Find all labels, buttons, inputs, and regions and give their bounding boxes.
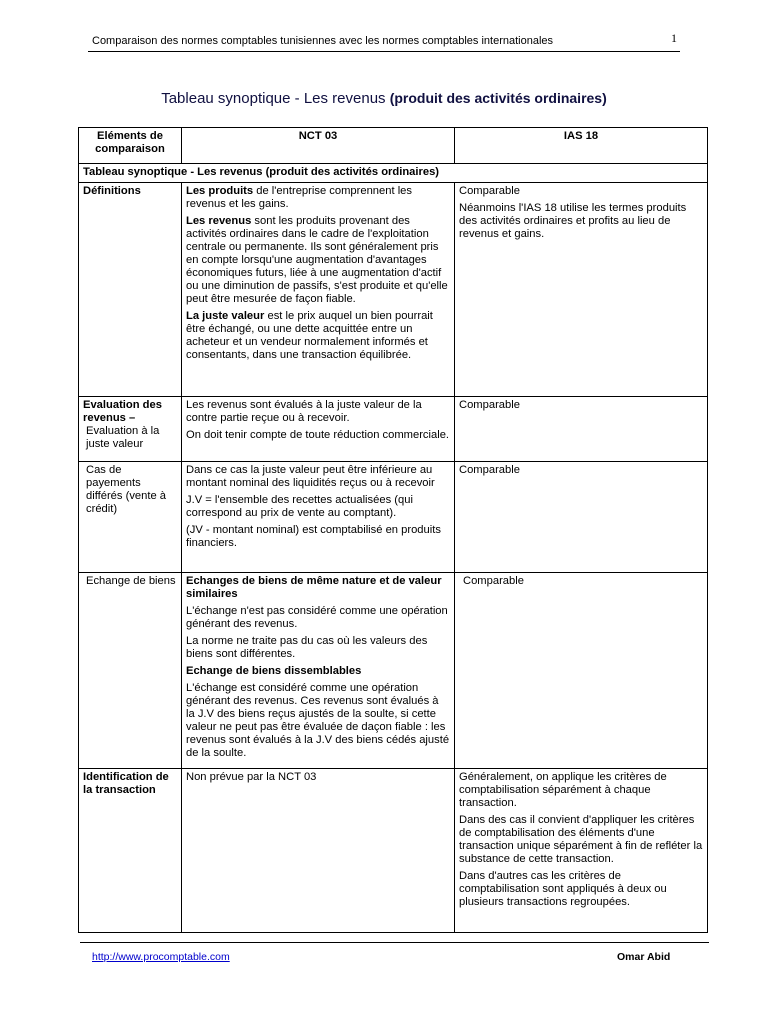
table-row bbox=[79, 769, 708, 933]
ias-definitions-cell bbox=[455, 183, 708, 397]
document-title bbox=[0, 90, 768, 107]
table-row bbox=[79, 183, 708, 397]
evaluation-label: Evaluation des revenus – bbox=[83, 399, 162, 424]
definition-juste-valeur: est le prix auquel un bien pourrait être échangé, ou une dette acquittée entre un acheteur et un vendeur normalement informés et consentants, dans une transaction équilibrée. bbox=[186, 310, 433, 361]
title-main: Tableau synoptique - Les revenus bbox=[161, 90, 390, 107]
nct-echange-p2: La norme ne traite pas du cas où les valeurs des biens sont différentes. bbox=[186, 635, 428, 660]
nct-differes-p1: Dans ce cas la juste valeur peut être inférieure au montant nominal des liquidités reçus ou à recevoir bbox=[186, 464, 435, 489]
nct-identification-cell: Non prévue par la NCT 03 bbox=[182, 769, 455, 933]
ias-definitions-status: Comparable bbox=[459, 185, 520, 197]
ias-evaluation-cell: Comparable bbox=[455, 397, 708, 462]
ias-echange-cell: Comparable bbox=[455, 573, 708, 769]
definition-revenus: sont les produits provenant des activités ordinaires dans le cadre de l'exploitation centrale ou permanente. Ils sont généralement pris en compte lorsqu'une augmentation d'avantages économiques futurs, liée à une augmentation d'actif ou une diminution de passifs, s'est produite et qu'elle peut être mesurée de façon fiable. bbox=[186, 215, 448, 305]
table-section-row bbox=[79, 164, 708, 183]
page-number: 1 bbox=[671, 31, 677, 45]
nct-evaluation-p1: Les revenus sont évalués à la juste valeur de la contre partie reçue ou à recevoir. bbox=[186, 399, 422, 424]
row-label-echange: Echange de biens bbox=[79, 573, 182, 769]
table-row bbox=[79, 397, 708, 462]
nct-differes-p2: J.V = l'ensemble des recettes actualisées (qui correspond au prix de vente au comptant). bbox=[186, 494, 413, 519]
ias-identification-cell bbox=[455, 769, 708, 933]
title-subtitle: (produit des activités ordinaires) bbox=[389, 90, 607, 106]
synoptic-table bbox=[78, 127, 708, 933]
section-title: Tableau synoptique - Les revenus (produit des activités ordinaires) bbox=[79, 164, 708, 183]
evaluation-sublabel: Evaluation à la juste valeur bbox=[86, 425, 160, 450]
nct-echange-p3: L'échange est considéré comme une opération générant des revenus. Ces revenus sont évalués à la J.V des biens reçus ajustés de la soulte, si cette valeur ne peut pas être évaluée de daçon fiable : les revenus sont évalués à la J.V des biens cédés ajusté de la soulte. bbox=[186, 682, 450, 759]
column-header-ias18: IAS 18 bbox=[455, 128, 708, 164]
nct-evaluation-cell bbox=[182, 397, 455, 462]
ias-identification-p2: Dans des cas il convient d'appliquer les critères de comptabilisation des éléments d'une transaction unique séparément à fin de refléter la substance de cette transaction. bbox=[459, 814, 703, 865]
table-row bbox=[79, 462, 708, 573]
nct-echange-p1: L'échange n'est pas considéré comme une opération générant des revenus. bbox=[186, 605, 448, 630]
row-label-evaluation bbox=[79, 397, 182, 462]
ias-definitions-note: Néanmoins l'IAS 18 utilise les termes produits des activités ordinaires et profits au lieu de revenus et gains. bbox=[459, 202, 687, 240]
definition-produits: de l'entreprise comprennent les revenus et les gains. bbox=[186, 185, 412, 210]
row-label-identification: Identification de la transaction bbox=[79, 769, 182, 933]
nct-evaluation-p2: On doit tenir compte de toute réduction commerciale. bbox=[186, 429, 450, 441]
footer-divider bbox=[80, 942, 709, 943]
ias-identification-p3: Dans d'autres cas les critères de comptabilisation sont appliqués à deux ou plusieurs transactions regroupées. bbox=[459, 870, 667, 908]
header-divider bbox=[88, 51, 680, 52]
nct-differes-p3: (JV - montant nominal) est comptabilisé en produits financiers. bbox=[186, 524, 441, 549]
footer-website-link[interactable]: http://www.procomptable.com bbox=[92, 951, 230, 963]
running-header: Comparaison des normes comptables tunisiennes avec les normes comptables internationales bbox=[92, 35, 554, 47]
row-label-definitions: Définitions bbox=[79, 183, 182, 397]
nct-definitions-cell bbox=[182, 183, 455, 397]
footer-author: Omar Abid bbox=[617, 951, 671, 963]
nct-echange-heading-1: Echanges de biens de même nature et de valeur similaires bbox=[186, 575, 442, 600]
table-header-row bbox=[79, 128, 708, 164]
term-juste-valeur: La juste valeur bbox=[186, 310, 265, 322]
row-label-differes: Cas de payements différés (vente à crédit) bbox=[79, 462, 182, 573]
nct-echange-cell bbox=[182, 573, 455, 769]
nct-differes-cell bbox=[182, 462, 455, 573]
term-produits: Les produits bbox=[186, 185, 254, 197]
ias-differes-cell: Comparable bbox=[455, 462, 708, 573]
nct-echange-heading-2: Echange de biens dissemblables bbox=[186, 665, 362, 677]
table-row bbox=[79, 573, 708, 769]
ias-identification-p1: Généralement, on applique les critères de comptabilisation séparément à chaque transaction. bbox=[459, 771, 667, 809]
column-header-elements: Eléments de comparaison bbox=[79, 128, 182, 164]
term-revenus: Les revenus bbox=[186, 215, 252, 227]
column-header-nct03: NCT 03 bbox=[182, 128, 455, 164]
